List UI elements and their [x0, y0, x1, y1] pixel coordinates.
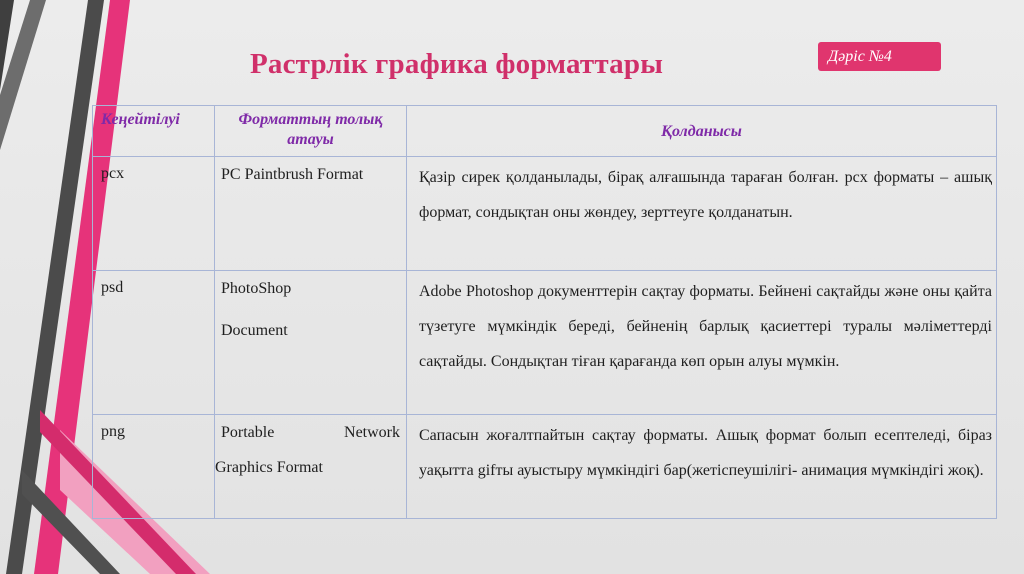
cell-usage: Сапасын жоғалтпайтын сақтау форматы. Ашық формат болып есептеледі, біраз уақытта gifты ауыстыру мүмкіндігі бар(жетіспеушілігі- анимация мүмкіндігі жоқ).	[407, 415, 997, 519]
table-row	[93, 157, 997, 271]
cell-extension: pcx	[93, 157, 215, 271]
table-header-row	[93, 106, 997, 157]
cell-full-name	[215, 157, 407, 271]
cell-usage: Қазір сирек қолданылады, бірақ алғашында тараған болған. pcx форматы – ашық формат, сондықтан оны жөндеу, зерттеуге қолданатын.	[407, 157, 997, 271]
full-name-line: PC Paintbrush Format	[221, 166, 364, 183]
cell-full-name	[215, 271, 407, 415]
header-full-name: Форматтың толық атауы	[215, 106, 407, 157]
lecture-badge: Дәріс №4	[818, 42, 941, 71]
cell-extension: psd	[93, 271, 215, 415]
full-name-line: Graphics Format	[215, 459, 323, 476]
table-row	[93, 415, 997, 519]
cell-full-name	[215, 415, 407, 519]
cell-extension: png	[93, 415, 215, 519]
slide-title: Растрлік графика форматтары	[250, 48, 664, 80]
formats-table	[92, 105, 997, 519]
full-name-line: Document	[221, 322, 288, 339]
full-name-line: PhotoShop	[221, 280, 292, 297]
header-extension: Кеңейтілуі	[93, 106, 215, 157]
header-usage: Қолданысы	[407, 106, 997, 157]
full-name-line: Portable Network	[221, 424, 400, 441]
table-row	[93, 271, 997, 415]
cell-usage: Adobe Photoshop документтерін сақтау форматы. Бейнені сақтайды және оны қайта түзетуге мүмкіндік береді, бейненің барлық қасиеттері туралы мәліметтерді сақтайды. Сондықтан тіған қарағанда көп орын алуы мүмкін.	[407, 271, 997, 415]
